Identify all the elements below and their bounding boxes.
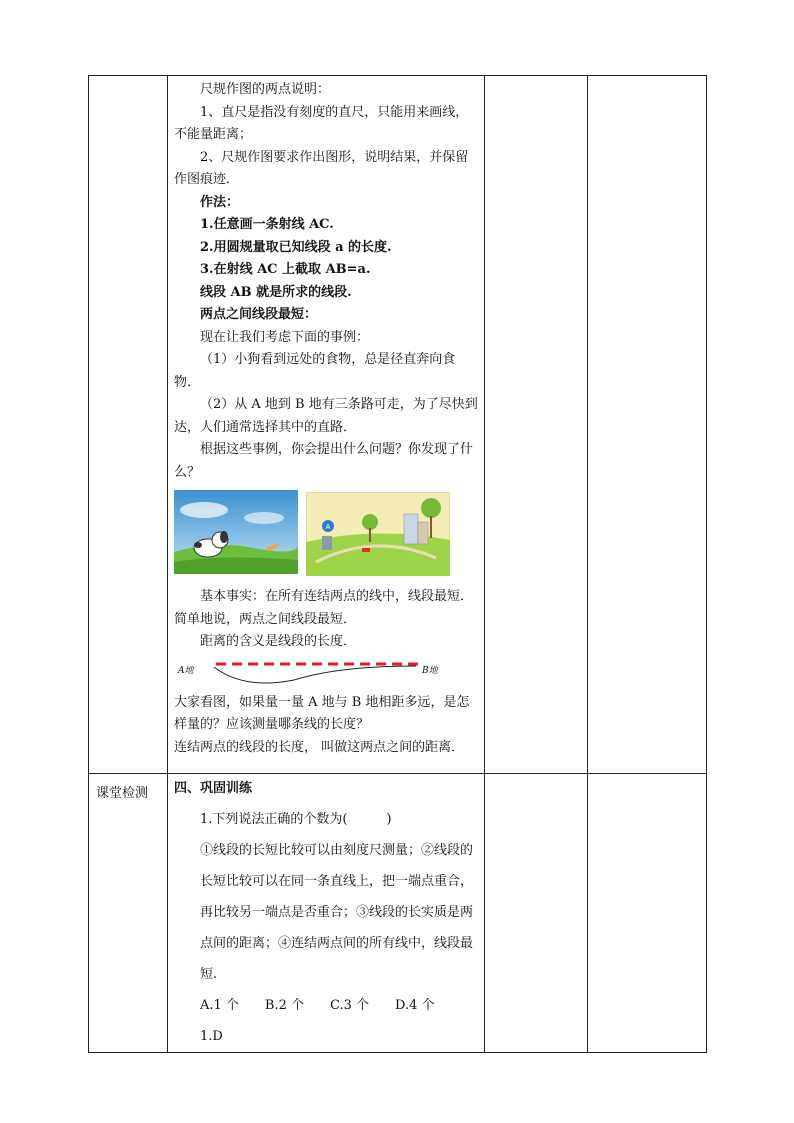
dog-illustration: [174, 490, 298, 574]
paragraph: 根据这些事例，你会提出什么问题？你发现了什么？: [174, 442, 474, 480]
curved-path: [214, 666, 416, 683]
empty-cell: [485, 76, 588, 774]
park-illustration: [306, 492, 450, 576]
paragraph: 尺规作图的两点说明：: [200, 82, 331, 97]
svg-text:A: A: [325, 524, 331, 531]
text-block-1: [174, 79, 480, 484]
empty-cell: [588, 76, 707, 774]
illustrations: [174, 490, 480, 582]
paragraph: （2）从 A 地到 B 地有三条路可走，为了尽快到达，人们通常选择其中的直路．: [174, 397, 478, 435]
exercise-heading: 四、巩固训练: [174, 781, 253, 796]
paragraph: 两点之间线段最短：: [200, 307, 318, 322]
paragraph: 作法：: [200, 194, 240, 210]
exercise-options: A.1 个 B.2 个 C.3 个 D.4 个: [200, 998, 435, 1013]
paragraph: 1.任意画一条射线 AC.: [200, 217, 334, 232]
paragraph: 现在让我们考虑下面的事例：: [200, 329, 370, 345]
table-row: [89, 774, 707, 1053]
paragraph: 线段 AB 就是所求的线段.: [200, 284, 352, 300]
text-block-2: [174, 586, 480, 654]
paragraph: 2、尺规作图要求作出图形，说明结果，并保留作图痕迹．: [174, 149, 469, 187]
lesson-table: [88, 75, 707, 1053]
exercise-body: ①线段的长短比较可以由刻度尺测量；②线段的长短比较可以在同一条直线上，把一端点重合，再比较另一端点是否重合；③线段的长实质是两点间的距离；④连结两点间的所有线中，线段最短.: [200, 843, 474, 982]
label-cell-empty: [89, 76, 168, 774]
paragraph: 3.在射线 AC 上截取 AB=a.: [200, 262, 371, 277]
empty-cell: [588, 774, 707, 1053]
segment-and-curve: [174, 660, 474, 686]
paragraph: 2.用圆规量取已知线段 a 的长度.: [200, 239, 392, 255]
paragraph: 基本事实：在所有连结两点的线中，线段最短．简单地说，两点之间线段最短．: [174, 589, 474, 627]
paragraph: 大家看图，如果量一量 A 地与 B 地相距多远，是怎样量的？应该测量哪条线的长度？: [174, 694, 470, 732]
exercise-answer: 1.D: [200, 1029, 223, 1044]
exercise-question: 1.下列说法正确的个数为( ): [200, 812, 392, 827]
paragraph: 距离的含义是线段的长度．: [200, 634, 357, 649]
table-row: [89, 76, 707, 774]
paragraph: 连结两点的线段的长度， 叫做这两点之间的距离．: [174, 739, 465, 755]
point-b-label: B地: [422, 665, 438, 676]
distance-figure: [174, 660, 480, 686]
exercise-cell: [168, 774, 485, 1053]
empty-cell: [485, 774, 588, 1053]
paragraph: 1、直尺是指没有刻度的直尺，只能用来画线，不能量距离；: [174, 104, 469, 142]
point-a-label: A地: [178, 665, 194, 676]
section-label: 课堂检测: [89, 774, 168, 1053]
text-block-3: [174, 692, 480, 760]
paragraph: （1）小狗看到远处的食物，总是径直奔向食物．: [174, 352, 456, 390]
content-cell: [168, 76, 485, 774]
